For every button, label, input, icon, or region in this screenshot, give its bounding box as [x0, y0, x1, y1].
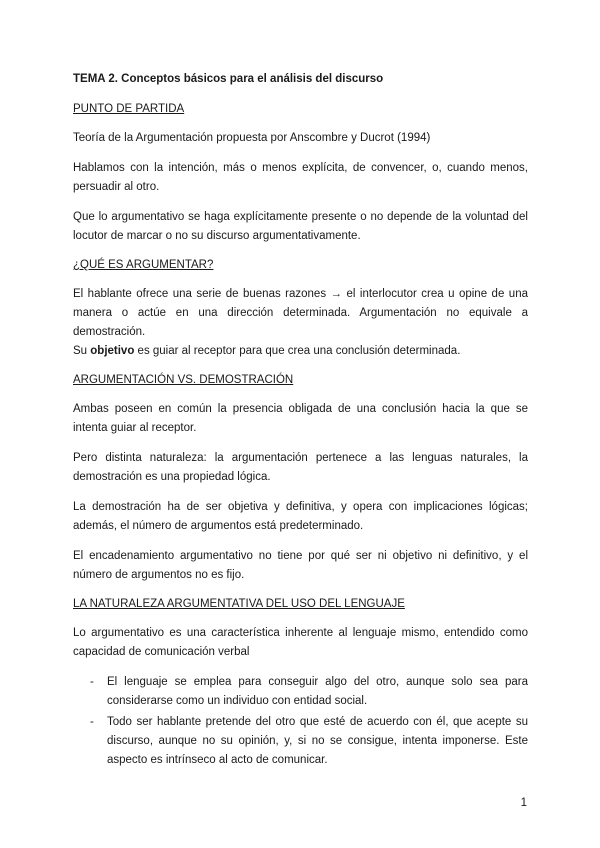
list-item: - Todo ser hablante pretende del otro que esté de acuerdo con él, que acepte su discurso, aunque no su opinión, y, si no se consigue, intenta imponerse. Este aspecto es intrínseco al acto de comunicar.: [73, 713, 528, 770]
paragraph: El encadenamiento argumentativo no tiene por qué ser ni objetivo ni definitivo, y el número de argumentos no es fijo.: [73, 550, 528, 581]
paragraph: El hablante ofrece una serie de buenas razones → el interlocutor crea u opine de una manera o actúe en una dirección determinada. Argumentación no equivale a demostración. Su objetivo es guiar al receptor para que crea una conclusión determinada.: [73, 288, 528, 357]
document-title: TEMA 2. Conceptos básicos para el análisis del discurso: [73, 73, 384, 85]
paragraph: Ambas poseen en común la presencia obligada de una conclusión hacia la que se intenta guiar al receptor.: [73, 403, 528, 434]
heading-que-es-argumentar: ¿QUÉ ES ARGUMENTAR?: [73, 259, 214, 271]
paragraph: Pero distinta naturaleza: la argumentación pertenece a las lenguas naturales, la demostración es una propiedad lógica.: [73, 452, 528, 483]
heading-naturaleza-argumentativa: LA NATURALEZA ARGUMENTATIVA DEL USO DEL LENGUAJE: [73, 598, 405, 610]
bullet-dash: -: [90, 716, 94, 728]
paragraph: Teoría de la Argumentación propuesta por Anscombre y Ducrot (1994): [73, 132, 431, 144]
paragraph: La demostración ha de ser objetiva y definitiva, y opera con implicaciones lógicas; además, el número de argumentos está predeterminado.: [73, 501, 528, 532]
bullet-list: [73, 673, 528, 770]
heading-argumentacion-vs-demostracion: ARGUMENTACIÓN VS. DEMOSTRACIÓN: [73, 374, 294, 386]
bullet-dash: -: [90, 676, 94, 688]
heading-punto-de-partida: PUNTO DE PARTIDA: [73, 103, 185, 115]
page-number: 1: [520, 797, 527, 809]
document-page: [73, 71, 528, 772]
list-item: - El lenguaje se emplea para conseguir algo del otro, aunque solo sea para considerarse como un individuo con entidad social.: [73, 673, 528, 711]
paragraph: Lo argumentativo es una característica inherente al lenguaje mismo, entendido como capacidad de comunicación verbal: [73, 627, 528, 658]
paragraph: Que lo argumentativo se haga explícitamente presente o no depende de la voluntad del locutor de marcar o no su discurso argumentativamente.: [73, 211, 528, 242]
bold-term-objetivo: objetivo: [90, 345, 135, 357]
paragraph: Hablamos con la intención, más o menos explícita, de convencer, o, cuando menos, persuadir al otro.: [73, 162, 528, 193]
